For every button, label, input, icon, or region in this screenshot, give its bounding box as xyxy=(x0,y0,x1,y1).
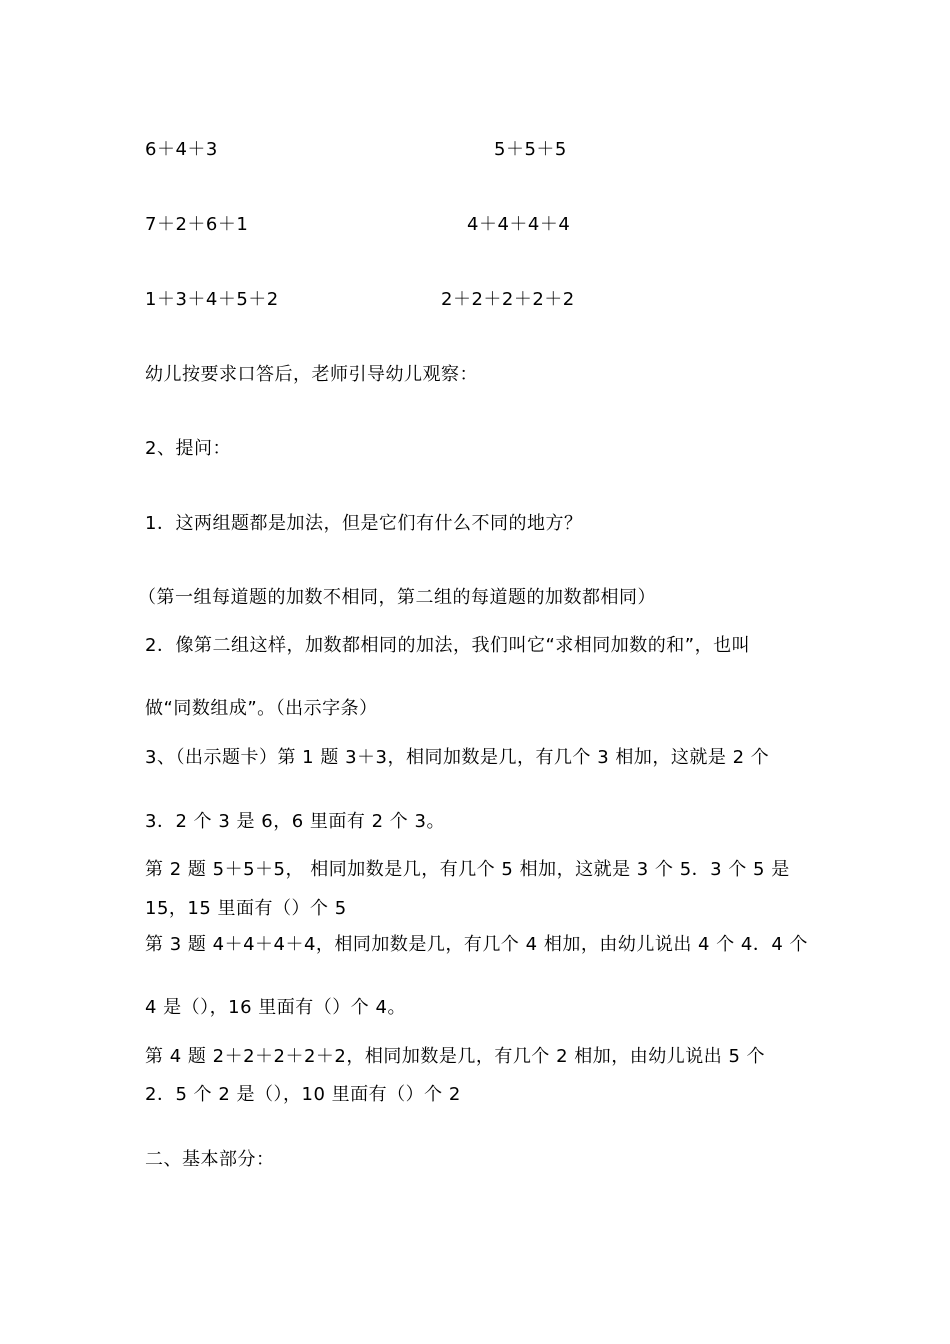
exercise-2-right: 4＋4＋4＋4 xyxy=(467,214,571,235)
intro-text: 幼儿按要求口答后，老师引导幼儿观察： xyxy=(145,364,478,385)
problem-4-line-2: 2．5 个 2 是（），10 里面有（）个 2 xyxy=(145,1084,461,1105)
section-3-line-1: 3、（出示题卡）第 1 题 3＋3，相同加数是几，有几个 3 相加，这就是 2 个 xyxy=(145,747,770,768)
part-2-heading: 二、基本部分： xyxy=(145,1149,275,1170)
problem-2-line-1: 第 2 题 5＋5＋5， 相同加数是几，有几个 5 相加，这就是 3 个 5．3 个 5 是 xyxy=(145,859,790,880)
exercise-1-right: 5＋5＋5 xyxy=(494,139,567,160)
exercise-2-left: 7＋2＋6＋1 xyxy=(145,214,249,235)
question-1-answer: （第一组每道题的加数不相同，第二组的每道题的加数都相同） xyxy=(138,587,656,608)
question-2-line-1: 2．像第二组这样，加数都相同的加法，我们叫它“求相同加数的和”，也叫 xyxy=(145,635,751,656)
question-1: 1．这两组题都是加法，但是它们有什么不同的地方？ xyxy=(145,513,583,534)
problem-3-line-2: 4 是（），16 里面有（）个 4。 xyxy=(145,997,406,1018)
section-2-heading: 2、提问： xyxy=(145,438,231,459)
question-2-line-2: 做“同数组成”。（出示字条） xyxy=(145,698,378,719)
section-3-line-2: 3．2 个 3 是 6，6 里面有 2 个 3。 xyxy=(145,811,445,832)
exercise-3-right: 2＋2＋2＋2＋2 xyxy=(441,289,575,310)
exercise-1-left: 6＋4＋3 xyxy=(145,139,218,160)
problem-4-line-1: 第 4 题 2＋2＋2＋2＋2，相同加数是几，有几个 2 相加，由幼儿说出 5 个 xyxy=(145,1046,766,1067)
problem-3-line-1: 第 3 题 4＋4＋4＋4，相同加数是几，有几个 4 相加，由幼儿说出 4 个 4．4 个 xyxy=(145,934,809,955)
exercise-3-left: 1＋3＋4＋5＋2 xyxy=(145,289,279,310)
problem-2-line-2: 15，15 里面有（）个 5 xyxy=(145,898,347,919)
